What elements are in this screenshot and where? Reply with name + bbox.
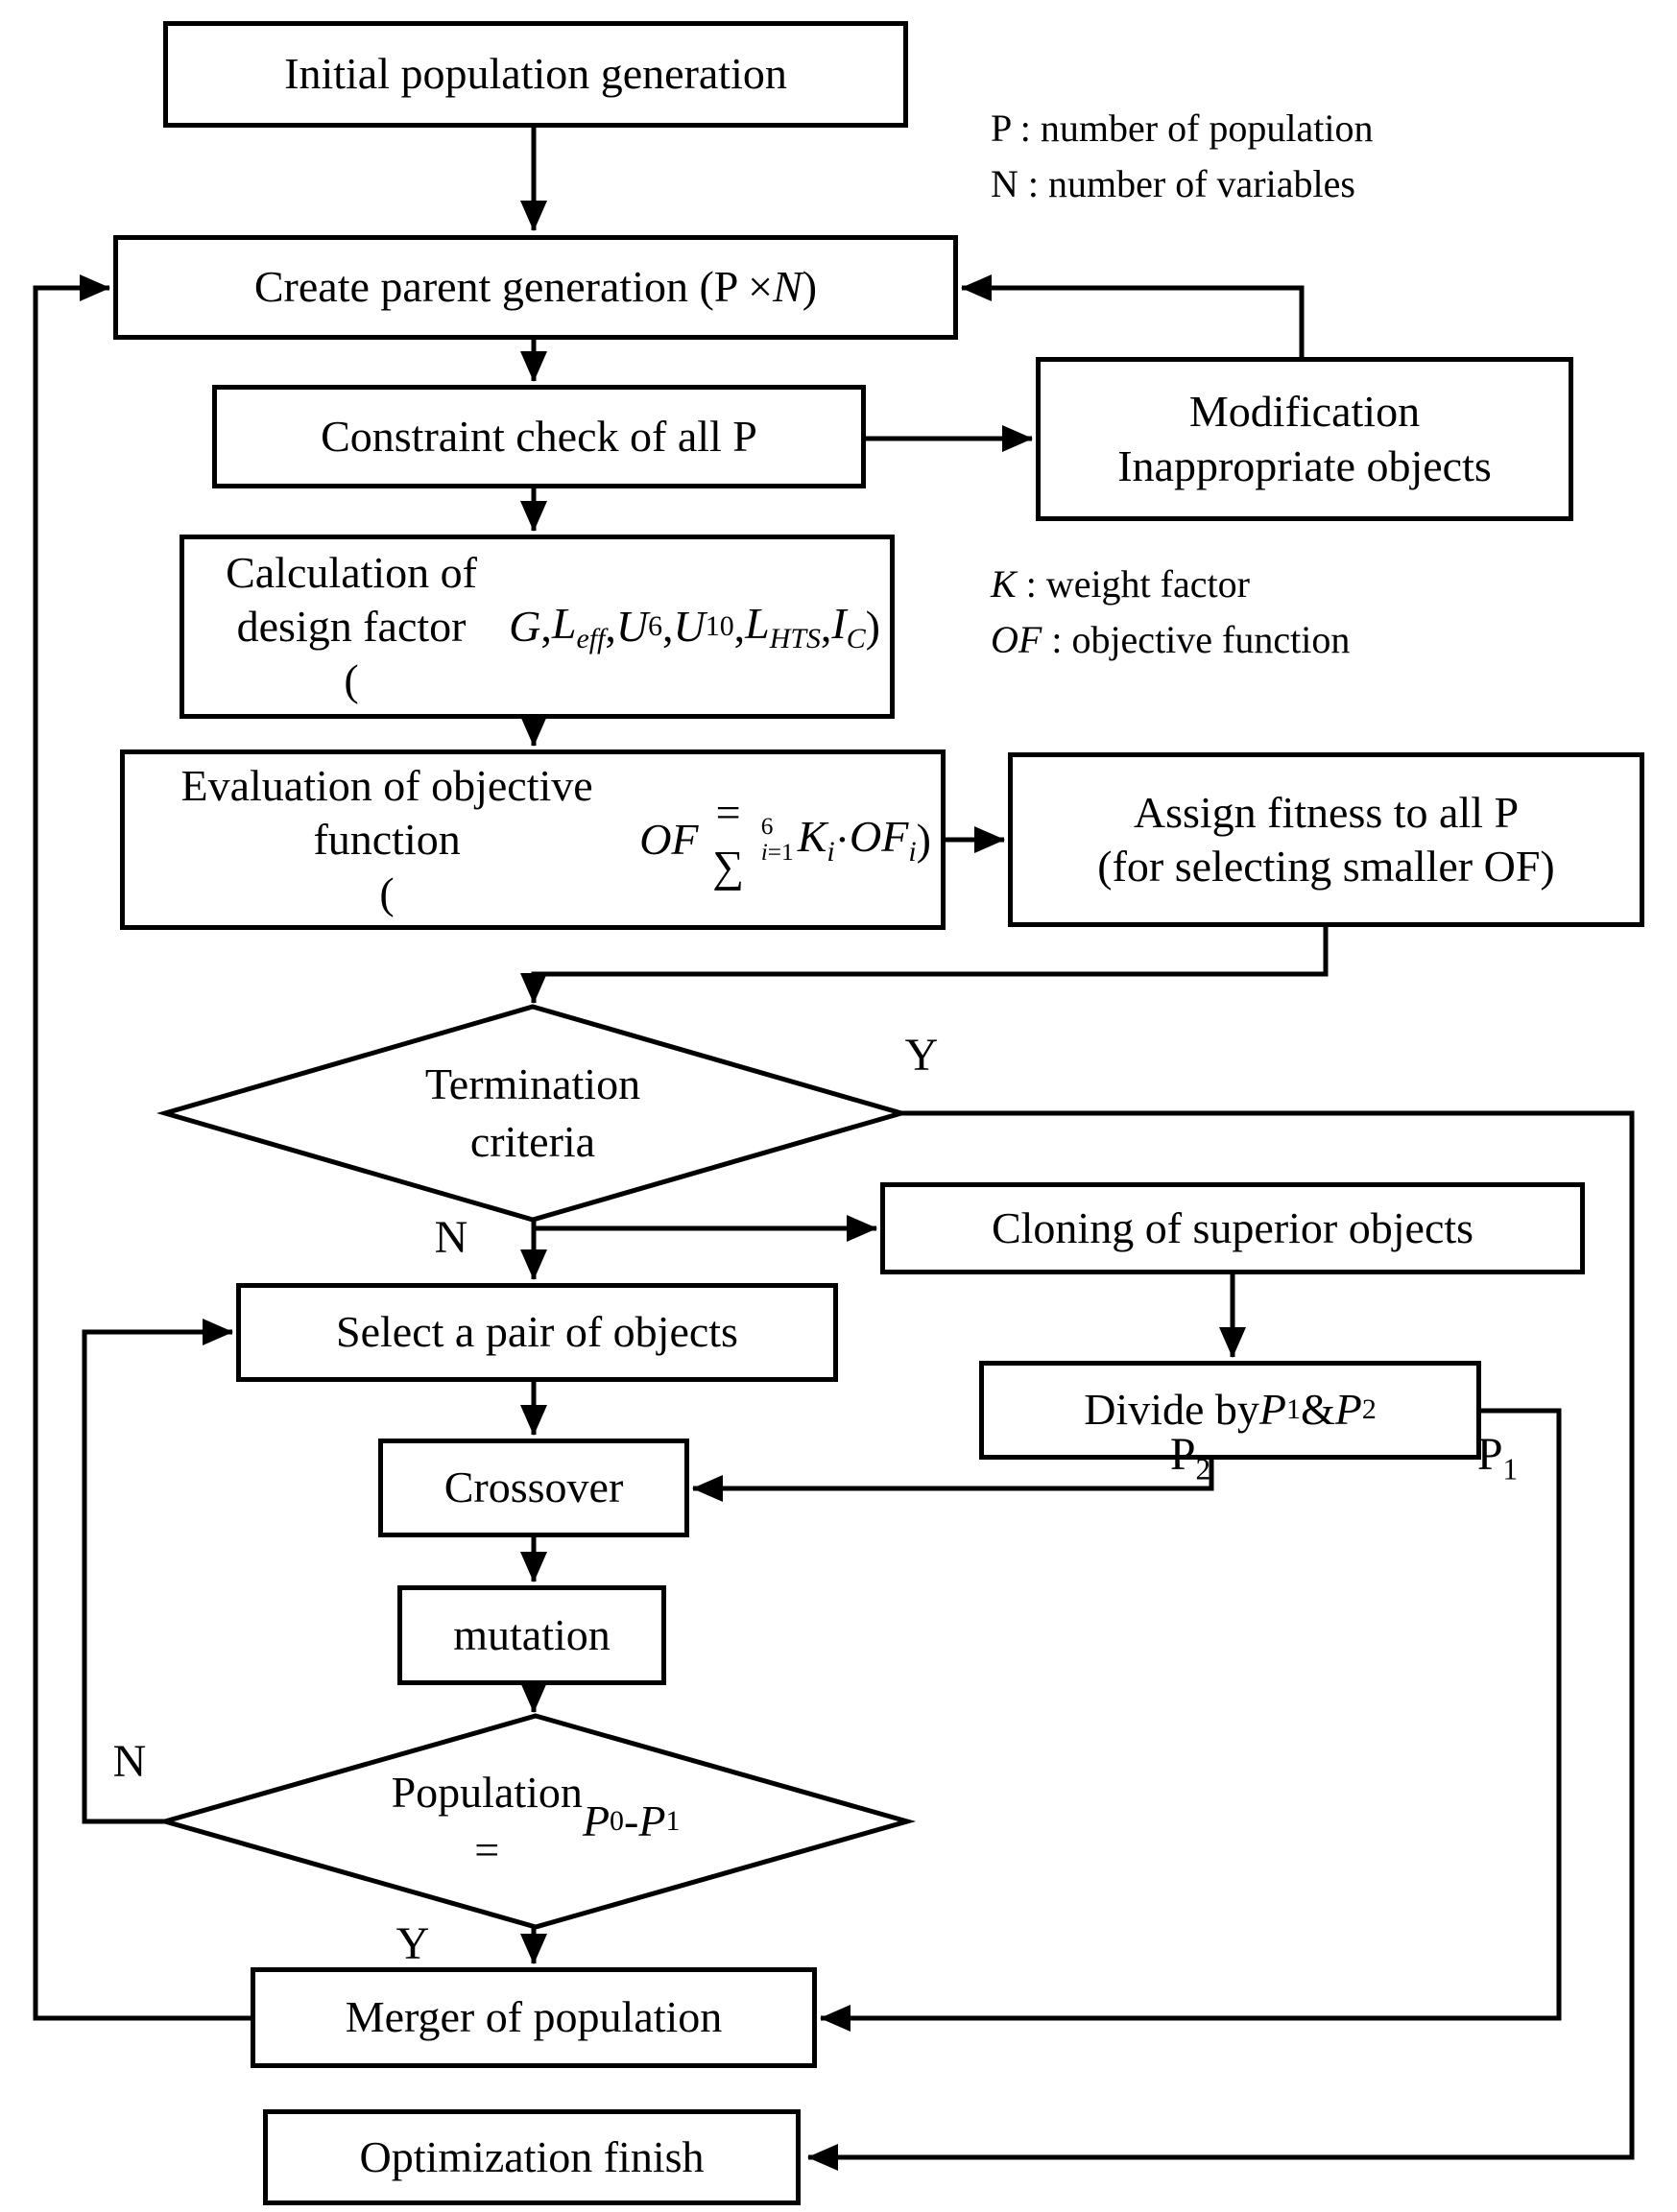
node-assign-fitness: Assign fitness to all P (for selecting smaller OF) (1008, 752, 1644, 927)
label-population-no: N (112, 1736, 147, 1787)
legend-p-line: P : number of population (991, 107, 1374, 150)
node-merger-population: Merger of population (251, 1967, 817, 2068)
node-cloning-superior-objects: Cloning of superior objects (880, 1182, 1585, 1274)
node-mutation: mutation (397, 1585, 666, 1685)
label-p2: $P_2$ (1169, 1429, 1211, 1487)
legend-of-line: OF : objective function (991, 618, 1351, 661)
node-optimization-finish: Optimization finish (263, 2109, 801, 2205)
node-select-pair: Select a pair of objects (236, 1283, 838, 1382)
legend-k-line: K : weight factor (991, 562, 1250, 606)
label-population-yes: Y (395, 1918, 430, 1969)
legend-weight-objective (991, 557, 1350, 668)
node-create-parent-generation: Create parent generation (P × N ) (113, 235, 958, 340)
node-constraint-check: Constraint check of all P (212, 385, 866, 488)
legend-population-variables (991, 101, 1373, 212)
label-p1: $P_1$ (1476, 1429, 1519, 1487)
label-termination-yes: Y (904, 1030, 939, 1081)
node-initial-population: Initial population generation (163, 21, 908, 128)
node-evaluation-objective-function: Evaluation of objective function ( OF = ∑ 6 i=1 $K_i$ · $OF_i$ ) (120, 749, 946, 930)
node-crossover: Crossover (378, 1439, 689, 1537)
legend-n-line: N : number of variables (991, 162, 1355, 205)
label-termination-no: N (434, 1212, 468, 1263)
arrow-modification-to-create (962, 288, 1302, 357)
arrow-assign-to-termination (534, 927, 1326, 1003)
node-termination-criteria-text: Termination criteria (424, 1059, 641, 1166)
node-calculation-design-factor: Calculation of design factor ( G , $L_{eff}$ , U 6 , U 10 , $L_{HTS}$ , $I_C$ ) (180, 535, 895, 719)
node-modification-inappropriate: Modification Inappropriate objects (1036, 357, 1573, 521)
arrow-divide-p1-to-merger (821, 1411, 1559, 2018)
node-population-check-text: Population = P 0 - P 1 (391, 1768, 681, 1874)
node-divide-by-p1-p2: Divide by P 1 & P 2 (979, 1361, 1481, 1460)
